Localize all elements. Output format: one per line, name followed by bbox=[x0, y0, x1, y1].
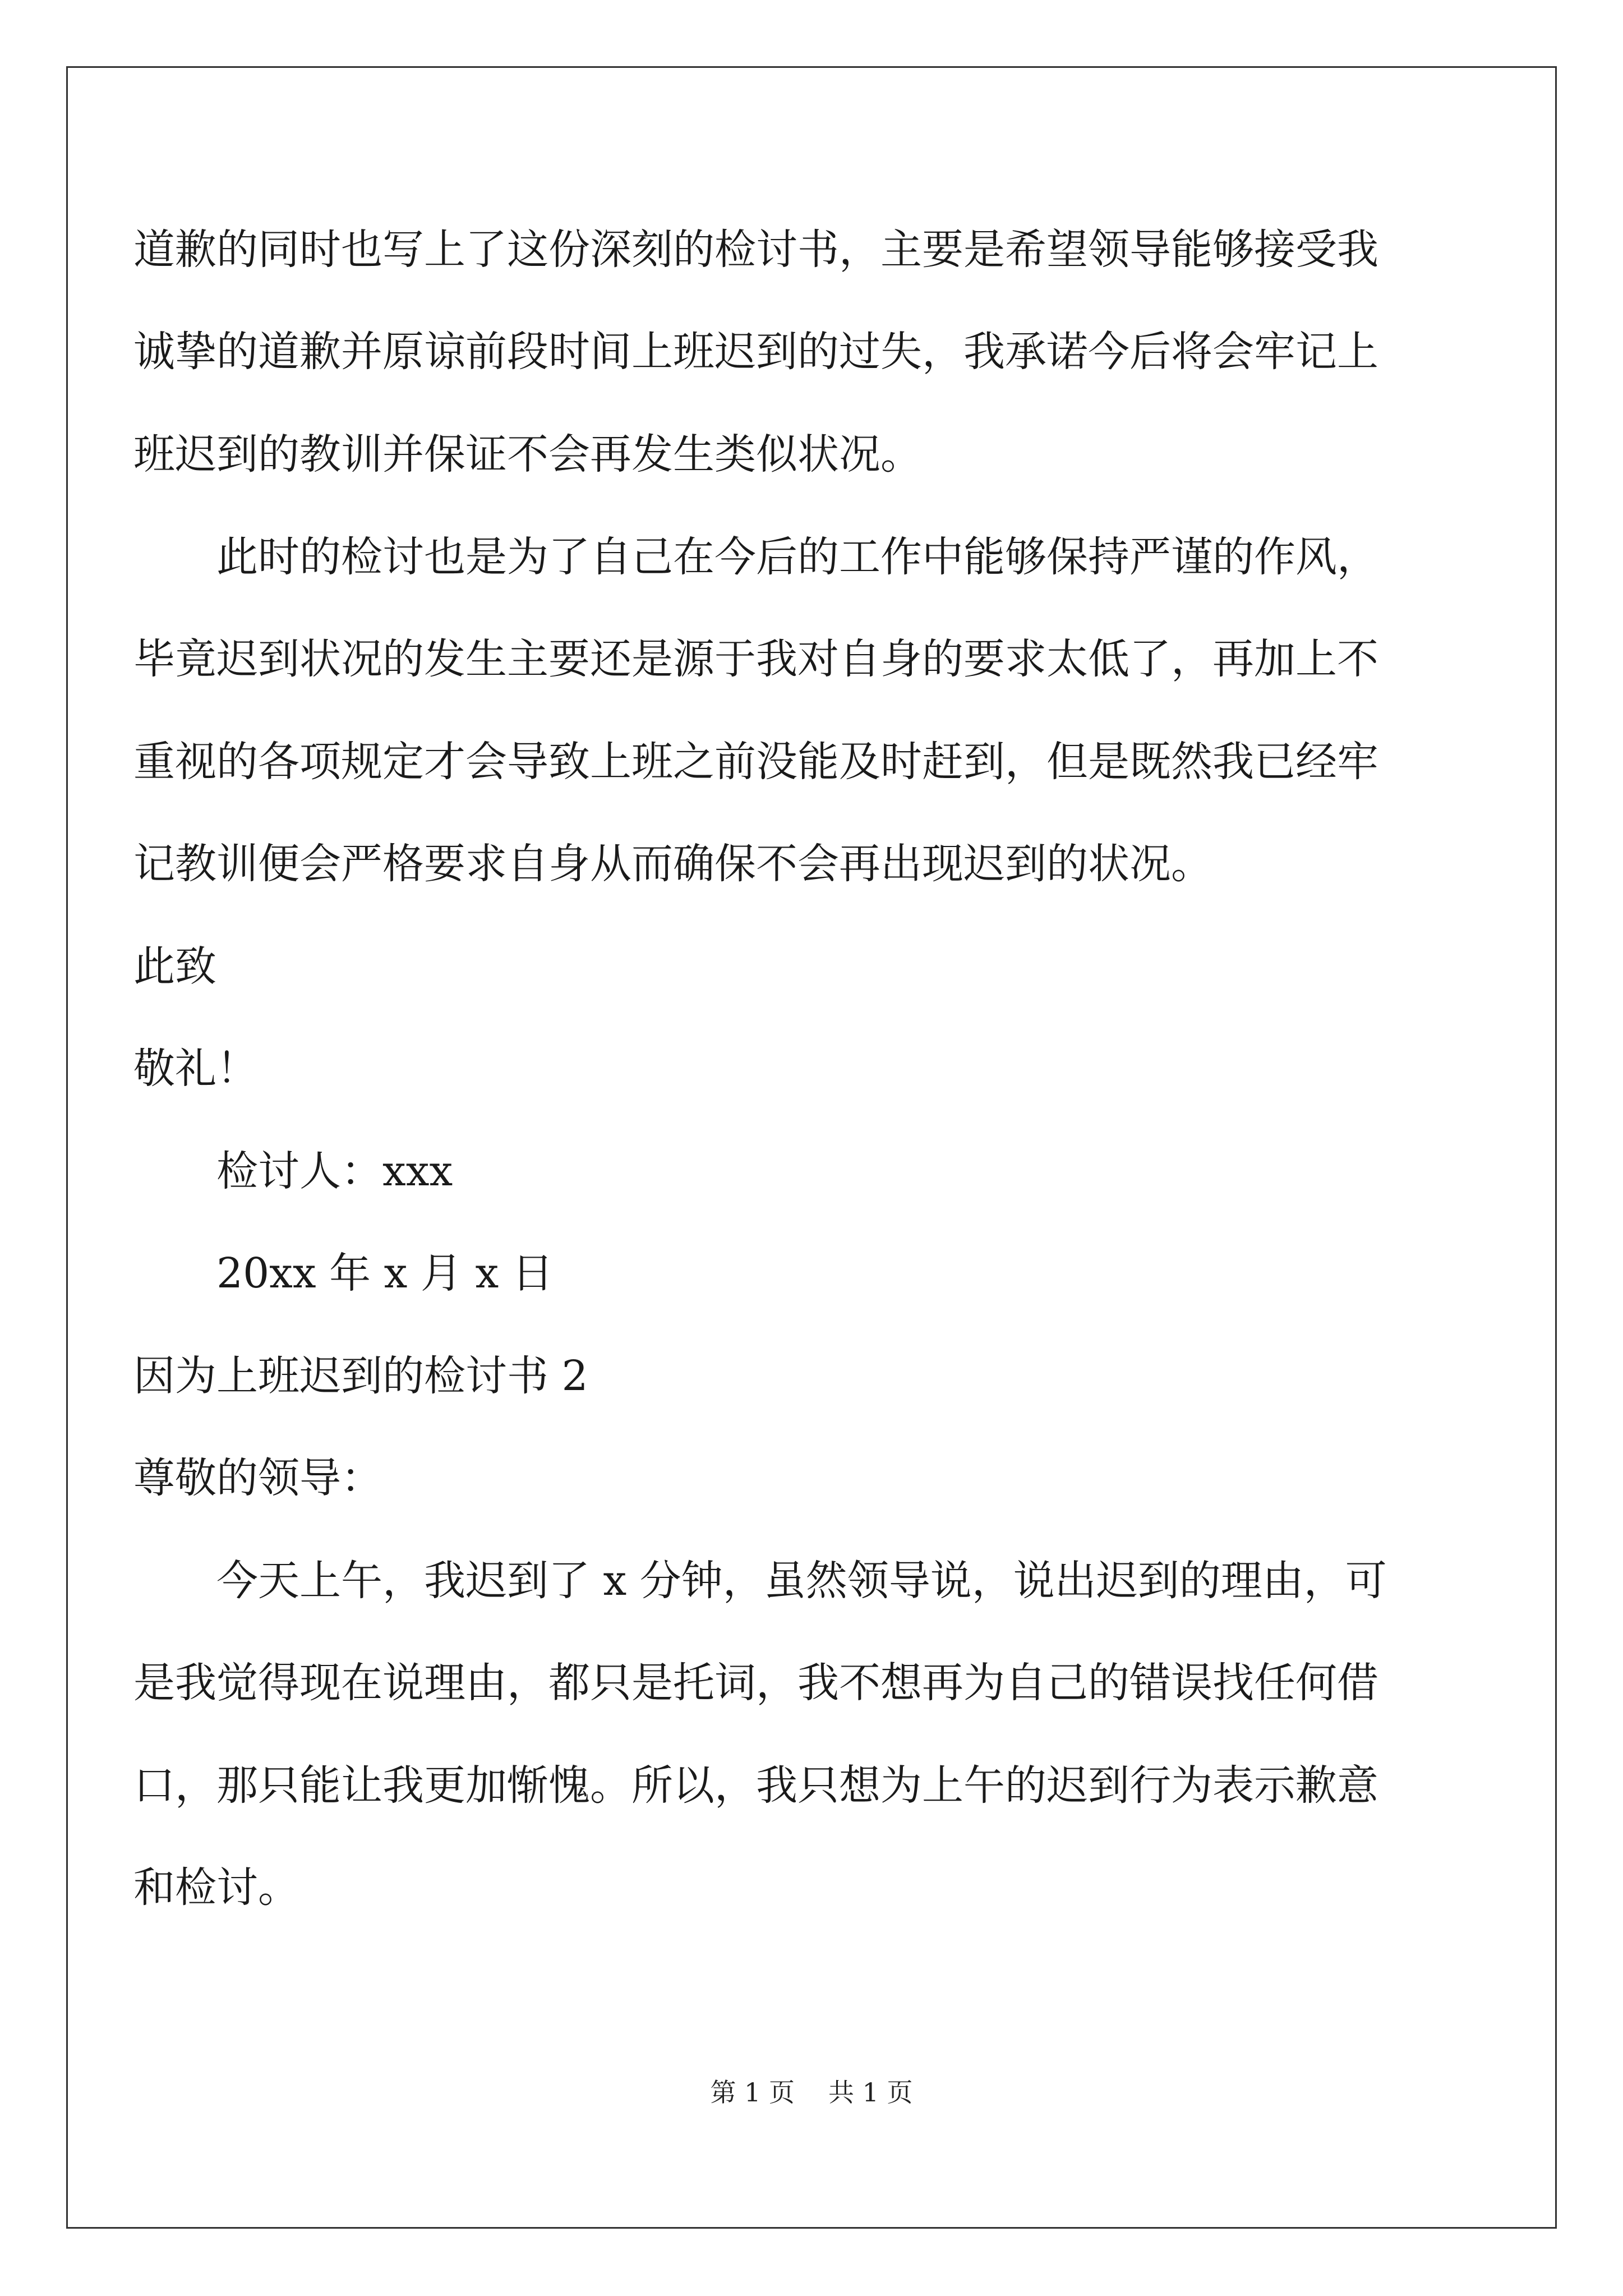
paragraph-1-line-1: 道歉的同时也写上了这份深刻的检讨书，主要是希望领导能够接受我 bbox=[133, 226, 1378, 274]
closing-regards: 敬礼！ bbox=[133, 1045, 258, 1093]
date: 20xx 年 x 月 x 日 bbox=[216, 1249, 554, 1297]
page-number: 第 1 页 bbox=[710, 2077, 795, 2108]
signer: 检讨人：xxx bbox=[216, 1147, 453, 1195]
paragraph-1-line-3: 班迟到的教训并保证不会再发生类似状况。 bbox=[133, 430, 922, 478]
page-footer bbox=[0, 2076, 1623, 2109]
paragraph-2-line-3: 重视的各项规定才会导致上班之前没能及时赶到，但是既然我已经牢 bbox=[133, 738, 1378, 786]
section-title: 因为上班迟到的检讨书 2 bbox=[133, 1352, 588, 1400]
paragraph-2-line-4: 记教训便会严格要求自身从而确保不会再出现迟到的状况。 bbox=[133, 840, 1212, 888]
total-pages: 共 1 页 bbox=[828, 2077, 913, 2108]
paragraph-3-line-3: 口，那只能让我更加惭愧。所以，我只想为上午的迟到行为表示歉意 bbox=[133, 1761, 1378, 1810]
paragraph-1-line-2: 诚挚的道歉并原谅前段时间上班迟到的过失，我承诺今后将会牢记上 bbox=[133, 328, 1378, 376]
paragraph-2-line-2: 毕竟迟到状况的发生主要还是源于我对自身的要求太低了，再加上不 bbox=[133, 635, 1378, 683]
paragraph-3-line-4: 和检讨。 bbox=[133, 1864, 299, 1912]
closing-salutation: 此致 bbox=[133, 942, 216, 991]
greeting: 尊敬的领导： bbox=[133, 1454, 382, 1502]
paragraph-3-line-1: 今天上午，我迟到了 x 分钟，虽然领导说，说出迟到的理由，可 bbox=[216, 1557, 1387, 1605]
paragraph-2-line-1: 此时的检讨也是为了自己在今后的工作中能够保持严谨的作风， bbox=[216, 533, 1378, 581]
paragraph-3-line-2: 是我觉得现在说理由，都只是托词，我不想再为自己的错误找任何借 bbox=[133, 1659, 1378, 1707]
